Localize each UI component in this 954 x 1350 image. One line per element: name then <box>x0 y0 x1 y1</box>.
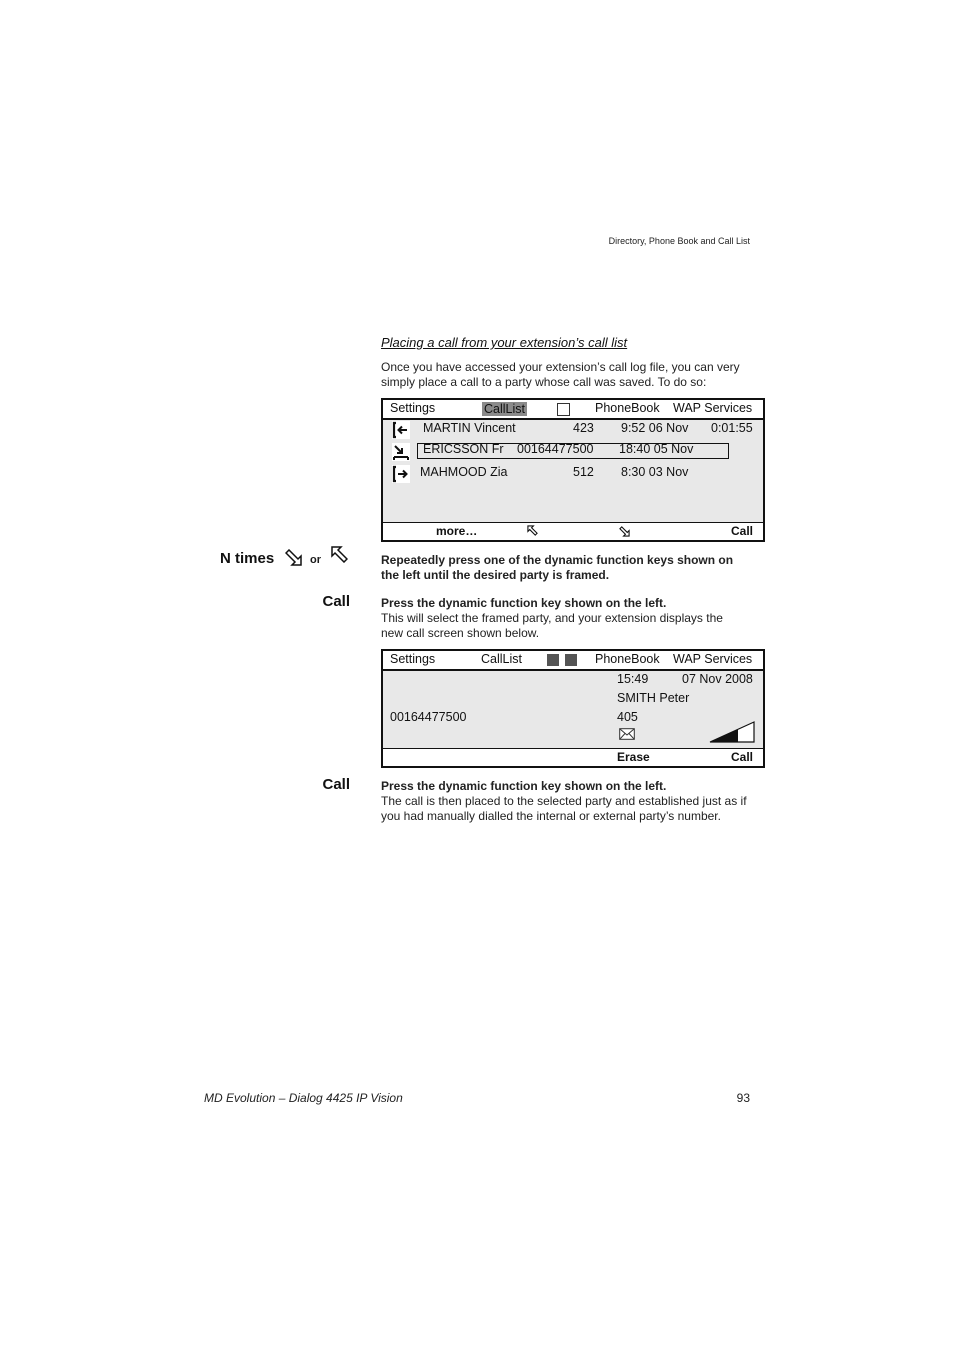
step1-instruction: Repeatedly press one of the dynamic function keys shown on the left until the desired party is framed. <box>381 553 734 582</box>
n-times-label: N times <box>220 550 275 567</box>
call-duration: 0:01:55 <box>711 421 753 435</box>
empty-square-icon <box>557 403 570 416</box>
chapter-header: Directory, Phone Book and Call List <box>608 236 750 246</box>
volume-level-icon <box>709 721 755 743</box>
step-key-n-times <box>200 544 350 568</box>
call-key-label: Call <box>322 776 350 793</box>
filled-square-icon <box>547 654 559 666</box>
arrow-down-right-icon[interactable] <box>619 526 630 537</box>
caller-number: 512 <box>573 465 594 479</box>
softkey-more[interactable]: more… <box>436 524 478 538</box>
dialled-number: 00164477500 <box>390 710 467 724</box>
softkey-bar <box>383 748 763 766</box>
arrow-down-right-key-icon <box>285 549 303 567</box>
call-datetime: 8:30 03 Nov <box>621 465 689 479</box>
caller-number: 00164477500 <box>517 442 594 456</box>
screen-tab-bar <box>383 651 763 671</box>
tab-wap-services[interactable]: WAP Services <box>673 401 753 415</box>
call-datetime: 18:40 05 Nov <box>619 442 694 456</box>
caller-extension: 405 <box>617 710 638 724</box>
softkey-bar <box>383 522 763 540</box>
step3-explanation: The call is then placed to the selected party and established just as if you had manually dialled the internal or external party’s number. <box>381 794 747 823</box>
or-label: or <box>310 554 321 566</box>
softkey-call[interactable]: Call <box>731 750 754 764</box>
caller-name: SMITH Peter <box>617 691 690 705</box>
caller-name: MAHMOOD Zia <box>420 465 508 479</box>
call-datetime: 9:52 06 Nov <box>621 421 689 435</box>
step3-instruction: Press the dynamic function key shown on the left. <box>381 779 667 793</box>
tab-calllist[interactable]: CallList <box>481 652 522 666</box>
arrow-up-left-key-icon <box>330 545 348 563</box>
tab-phonebook[interactable]: PhoneBook <box>595 652 660 666</box>
page-number: 93 <box>736 1091 750 1105</box>
caller-name: ERICSSON Fr <box>423 442 504 456</box>
tab-calllist[interactable]: CallList <box>484 402 525 416</box>
step2-explanation: This will select the framed party, and your extension displays the new call screen shown below. <box>381 611 723 640</box>
envelope-icon <box>619 728 635 740</box>
arrow-up-left-icon[interactable] <box>527 525 538 536</box>
screen-tab-bar <box>383 400 763 420</box>
call-date: 07 Nov 2008 <box>682 672 753 686</box>
step2-instruction: Press the dynamic function key shown on the left. <box>381 596 667 610</box>
caller-number: 423 <box>573 421 594 435</box>
call-key-label: Call <box>322 593 350 610</box>
softkey-erase[interactable]: Erase <box>617 750 650 764</box>
call-list-screen <box>381 398 765 542</box>
caller-name: MARTIN Vincent <box>423 421 516 435</box>
softkey-call[interactable]: Call <box>731 524 754 538</box>
tab-phonebook[interactable]: PhoneBook <box>595 401 660 415</box>
outgoing-call-icon <box>392 465 410 483</box>
tab-wap-services[interactable]: WAP Services <box>673 652 753 666</box>
call-time: 15:49 <box>617 672 649 686</box>
filled-square-icon <box>565 654 577 666</box>
tab-settings[interactable]: Settings <box>390 401 436 415</box>
incoming-call-icon <box>392 421 410 439</box>
intro-paragraph: Once you have accessed your extension’s call log file, you can very simply place a call to a party whose call was saved. To do so: <box>381 360 740 389</box>
missed-call-icon <box>392 443 410 461</box>
section-title: Placing a call from your extension’s call list <box>381 335 628 350</box>
tab-settings[interactable]: Settings <box>390 652 436 666</box>
footer-title: MD Evolution – Dialog 4425 IP Vision <box>204 1091 403 1105</box>
new-call-screen <box>381 649 765 768</box>
